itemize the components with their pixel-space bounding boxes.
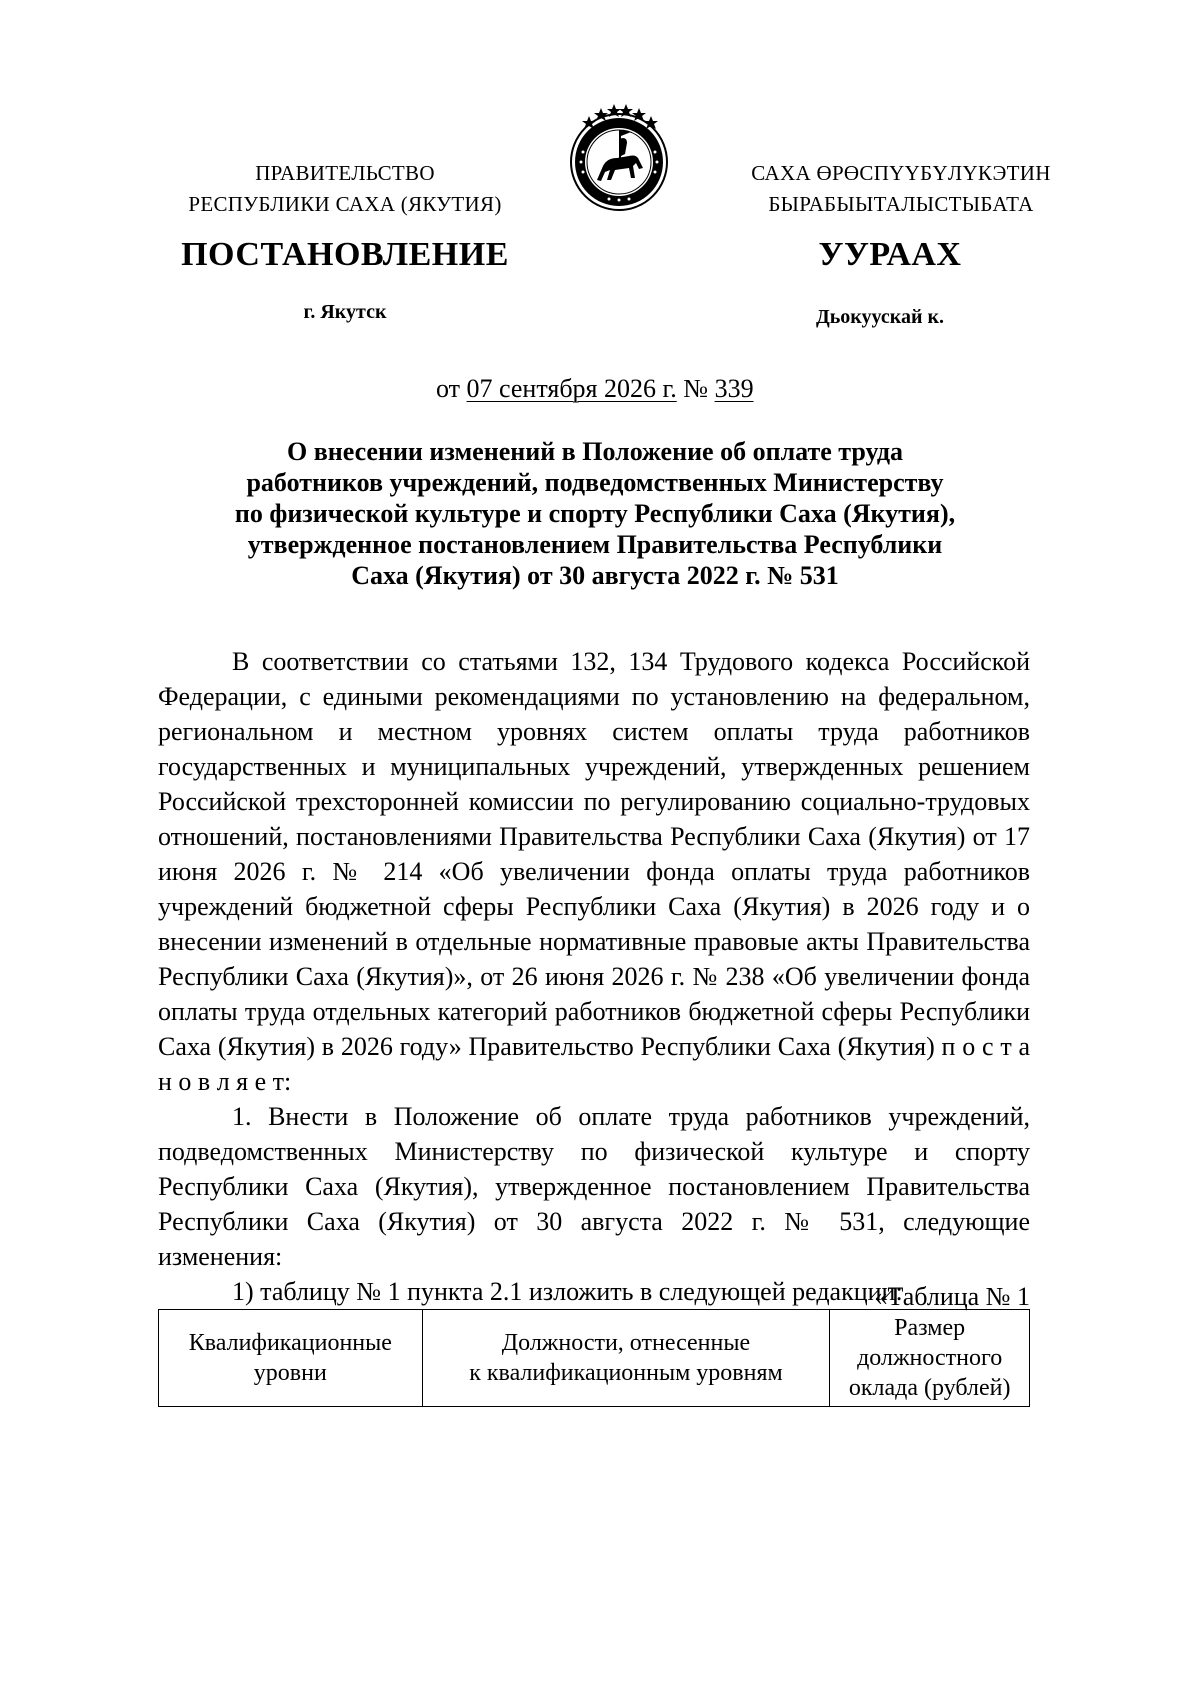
title-line: по физической культуре и спорту Республики Саха (Якутия), (234, 499, 956, 528)
header-salary: Размер должностного оклада (рублей) (830, 1310, 1030, 1407)
preamble-text: В соответствии со статьями 132, 134 Трудового кодекса Российской Федерации, с едиными рекомендациями по установлению на федеральном, региональном и местном уровнях систем оплаты труда работников государственных и муниципальных учреждений, утвержденных решением Российской трехсторонней комиссии по регулированию социально-трудовых отношений, постановлениями Правительства Республики Саха (Якутия) от 17 июня 2026 г. № 214 «Об увеличении фонда оплаты труда работников учреждений бюджетной сферы Республики Саха (Якутия) в 2026 году и о внесении изменений в отдельные нормативные правовые акты Правительства Республики Саха (Якутия)», от 26 июня 2026 г. № 238 «Об увеличении фонда оплаты труда отдельных категорий работников бюджетной сферы Республики Саха (Якутия) в 2026 году» Правительство Республики Саха (Якутия) (158, 647, 1030, 1061)
header-qualification-levels: Квалификационные уровни (159, 1310, 423, 1407)
title-line: О внесении изменений в Положение об оплате труда (286, 437, 904, 466)
government-name-sakha-line1: САХА ӨРӨСПҮҮБҮЛҮКЭТИН (751, 161, 1051, 185)
header-positions: Должности, отнесенные к квалификационным уровням (422, 1310, 830, 1407)
date-prefix: от (436, 374, 461, 403)
government-name-ru-line2: РЕСПУБЛИКИ САХА (ЯКУТИЯ) (188, 192, 502, 216)
title-line: Саха (Якутия) от 30 августа 2022 г. № 531 (351, 561, 839, 590)
city-sakha: Дьокуускай к. (815, 306, 945, 328)
title-line: утвержденное постановлением Правительства Республики (247, 530, 943, 559)
table-header-row (159, 1310, 1030, 1407)
item-1-paragraph: 1. Внести в Положение об оплате труда работников учреждений, подведомственных Министерству по физической культуре и спорту Республики Саха (Якутия), утвержденное постановлением Правительства Республики Саха (Якутия) от 30 августа 2022 г. № 531, следующие изменения: (158, 1102, 1030, 1271)
header-right (706, 158, 1096, 220)
city-ru: г. Якутск (303, 301, 387, 323)
title-line: работников учреждений, подведомственных Министерству (246, 468, 944, 497)
preamble-paragraph (158, 644, 1030, 1099)
government-name-sakha-line2: БЫРАБЫЫТАЛЫСТЫБАТА (768, 192, 1034, 216)
government-name-ru-line1: ПРАВИТЕЛЬСТВО (255, 161, 435, 185)
document-number: 339 (714, 374, 754, 403)
sakha-coat-of-arms-icon (559, 96, 679, 216)
decree-word: п о с т а н о в л я е т: (158, 1032, 1030, 1096)
document-date: 07 сентября 2026 г. (466, 374, 677, 403)
table-caption: «Таблица № 1 (874, 1282, 1030, 1311)
doc-type-ru: ПОСТАНОВЛЕНИЕ (181, 236, 509, 273)
header-left (160, 158, 530, 220)
subitem-1-paragraph: 1) таблицу № 1 пункта 2.1 изложить в следующей редакции: (232, 1277, 903, 1306)
salary-table (158, 1309, 1030, 1407)
document-body (158, 644, 1030, 1309)
document-title (160, 436, 1030, 591)
date-number-line (436, 374, 754, 404)
doc-type-sakha: УУРААХ (818, 236, 962, 273)
number-sign: № (683, 374, 709, 403)
